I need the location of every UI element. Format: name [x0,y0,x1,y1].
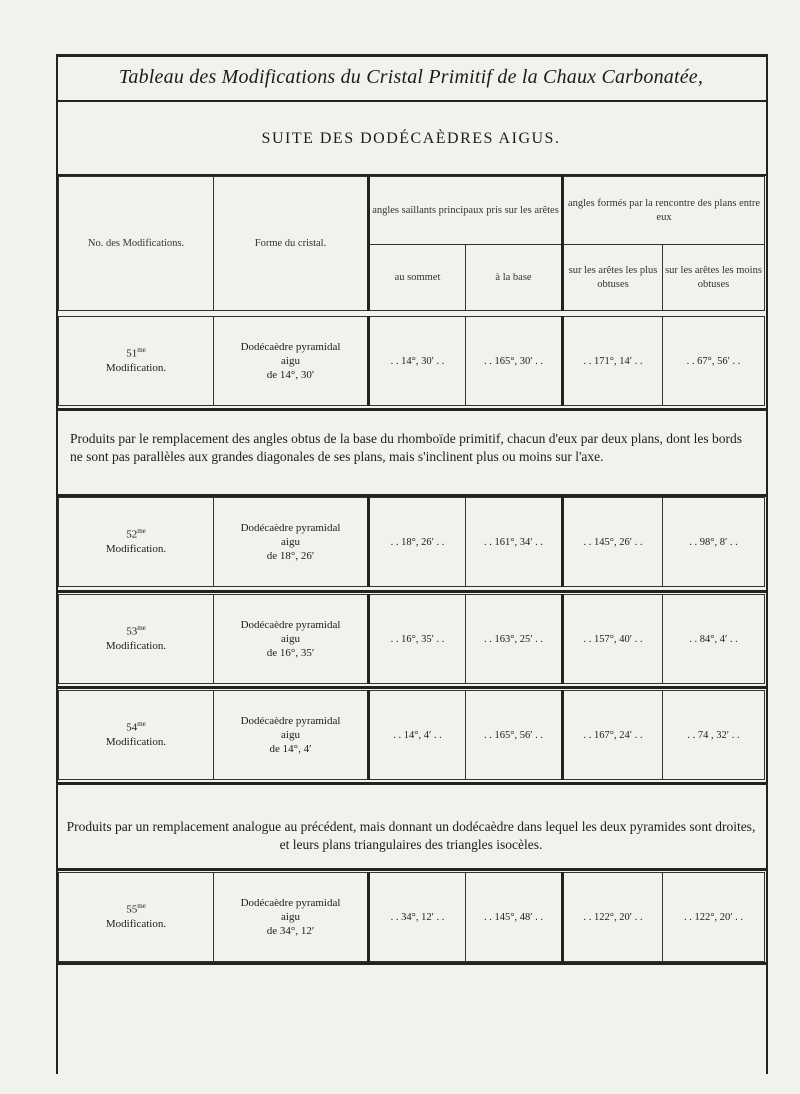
forme-cell [214,595,369,684]
section-subtitle: SUITE DES DODÉCAÈDRES AIGUS. [261,130,561,147]
header-aretes-obtuses: sur les arêtes les plus obtuses [563,245,663,311]
section-rule [56,868,766,871]
forme-cell [214,498,369,587]
angle-base: . . 145°, 48′ . . [466,873,563,962]
forme-line-3: de 14°, 30′ [266,369,315,382]
angle-aretes-obtuses: . . 122°, 20′ . . [563,873,663,962]
modification-suffix: me [137,624,146,633]
forme-cell [214,691,369,780]
modification-number: 52 [126,529,138,542]
header-forme: Forme du cristal. [214,177,369,311]
modification-cell [59,317,214,406]
angle-base: . . 161°, 34′ . . [466,498,563,587]
modification-label: Modification. [105,640,167,653]
angle-aretes-moins-obtuses: . . 122°, 20′ . . [663,873,765,962]
angle-base: . . 165°, 30′ . . [466,317,563,406]
modification-suffix: me [137,346,146,355]
angle-aretes-obtuses: . . 145°, 26′ . . [563,498,663,587]
angle-sommet: . . 14°, 4′ . . [369,691,466,780]
forme-cell [214,317,369,406]
table-row [58,872,765,962]
table-row [58,594,765,684]
forme-line-2: aigu [281,728,300,741]
title-rule [56,100,766,102]
forme-line-3: de 34°, 12′ [266,925,315,938]
modification-number: 53 [126,626,138,639]
angle-sommet: . . 16°, 35′ . . [369,595,466,684]
angle-aretes-moins-obtuses: . . 98°, 8′ . . [663,498,765,587]
section-rule [56,590,766,593]
bottom-rule [56,962,766,965]
modification-cell [59,873,214,962]
header-angles-saillants: angles saillants principaux pris sur les arêtes [369,177,563,245]
table-row [58,497,765,587]
section-rule [56,408,766,411]
header-aretes-moins-obtuses: sur les arêtes les moins obtuses [663,245,765,311]
modification-number: 54 [126,722,138,735]
modification-suffix: me [137,720,146,729]
angle-aretes-obtuses: . . 157°, 40′ . . [563,595,663,684]
section-rule [56,686,766,689]
forme-cell [214,873,369,962]
modification-cell [59,691,214,780]
forme-line-3: de 16°, 35′ [266,647,315,660]
table-row [58,316,765,406]
angle-aretes-moins-obtuses: . . 67°, 56′ . . [663,317,765,406]
section-rule [56,782,766,785]
angle-aretes-obtuses: . . 171°, 14′ . . [563,317,663,406]
forme-line-1: Dodécaèdre pyramidal [240,896,341,909]
angle-base: . . 163°, 25′ . . [466,595,563,684]
angle-aretes-moins-obtuses: . . 84°, 4′ . . [663,595,765,684]
angle-sommet: . . 18°, 26′ . . [369,498,466,587]
modification-suffix: me [137,527,146,536]
paragraph-produits-1: Produits par le remplacement des angles obtus de la base du rhomboïde primitif, chacun d'eux par deux plans, dont les bords ne sont pas parallèles aux grandes diagonales de ses plans, mais s'inclinent plus ou moins sur l'axe. [70,431,743,465]
forme-line-2: aigu [281,910,300,923]
table-header [58,176,765,311]
forme-line-2: aigu [281,535,300,548]
forme-line-3: de 18°, 26′ [266,550,315,563]
angle-aretes-moins-obtuses: . . 74 , 32′ . . [663,691,765,780]
header-au-sommet: au sommet [369,245,466,311]
header-angles-plans: angles formés par la rencontre des plans entre eux [563,177,765,245]
paragraph-produits-2: Produits par un remplacement analogue au précédent, mais donnant un dodécaèdre dans lequel les deux pyramides sont droites, et leurs plans triangulaires des triangles isocèles. [66,819,756,853]
page-title: Tableau des Modifications du Cristal Primitif de la Chaux Carbonatée, [118,66,704,88]
forme-line-1: Dodécaèdre pyramidal [240,618,341,631]
table-row [58,690,765,780]
header-a-la-base: à la base [466,245,563,311]
modification-label: Modification. [105,918,167,931]
angle-sommet: . . 34°, 12′ . . [369,873,466,962]
forme-line-3: de 14°, 4′ [269,743,312,756]
modification-cell [59,498,214,587]
angle-base: . . 165°, 56′ . . [466,691,563,780]
modification-number: 51 [126,348,138,361]
modification-label: Modification. [105,362,167,375]
top-rule [56,54,766,57]
angle-sommet: . . 14°, 30′ . . [369,317,466,406]
modification-label: Modification. [105,543,167,556]
forme-line-1: Dodécaèdre pyramidal [240,521,341,534]
modification-label: Modification. [105,736,167,749]
modification-cell [59,595,214,684]
angle-aretes-obtuses: . . 167°, 24′ . . [563,691,663,780]
modification-suffix: me [137,902,146,911]
modification-number: 55 [126,904,138,917]
forme-line-1: Dodécaèdre pyramidal [240,340,341,353]
forme-line-1: Dodécaèdre pyramidal [240,714,341,727]
forme-line-2: aigu [281,354,300,367]
forme-line-2: aigu [281,632,300,645]
header-modifications: No. des Modifications. [59,177,214,311]
